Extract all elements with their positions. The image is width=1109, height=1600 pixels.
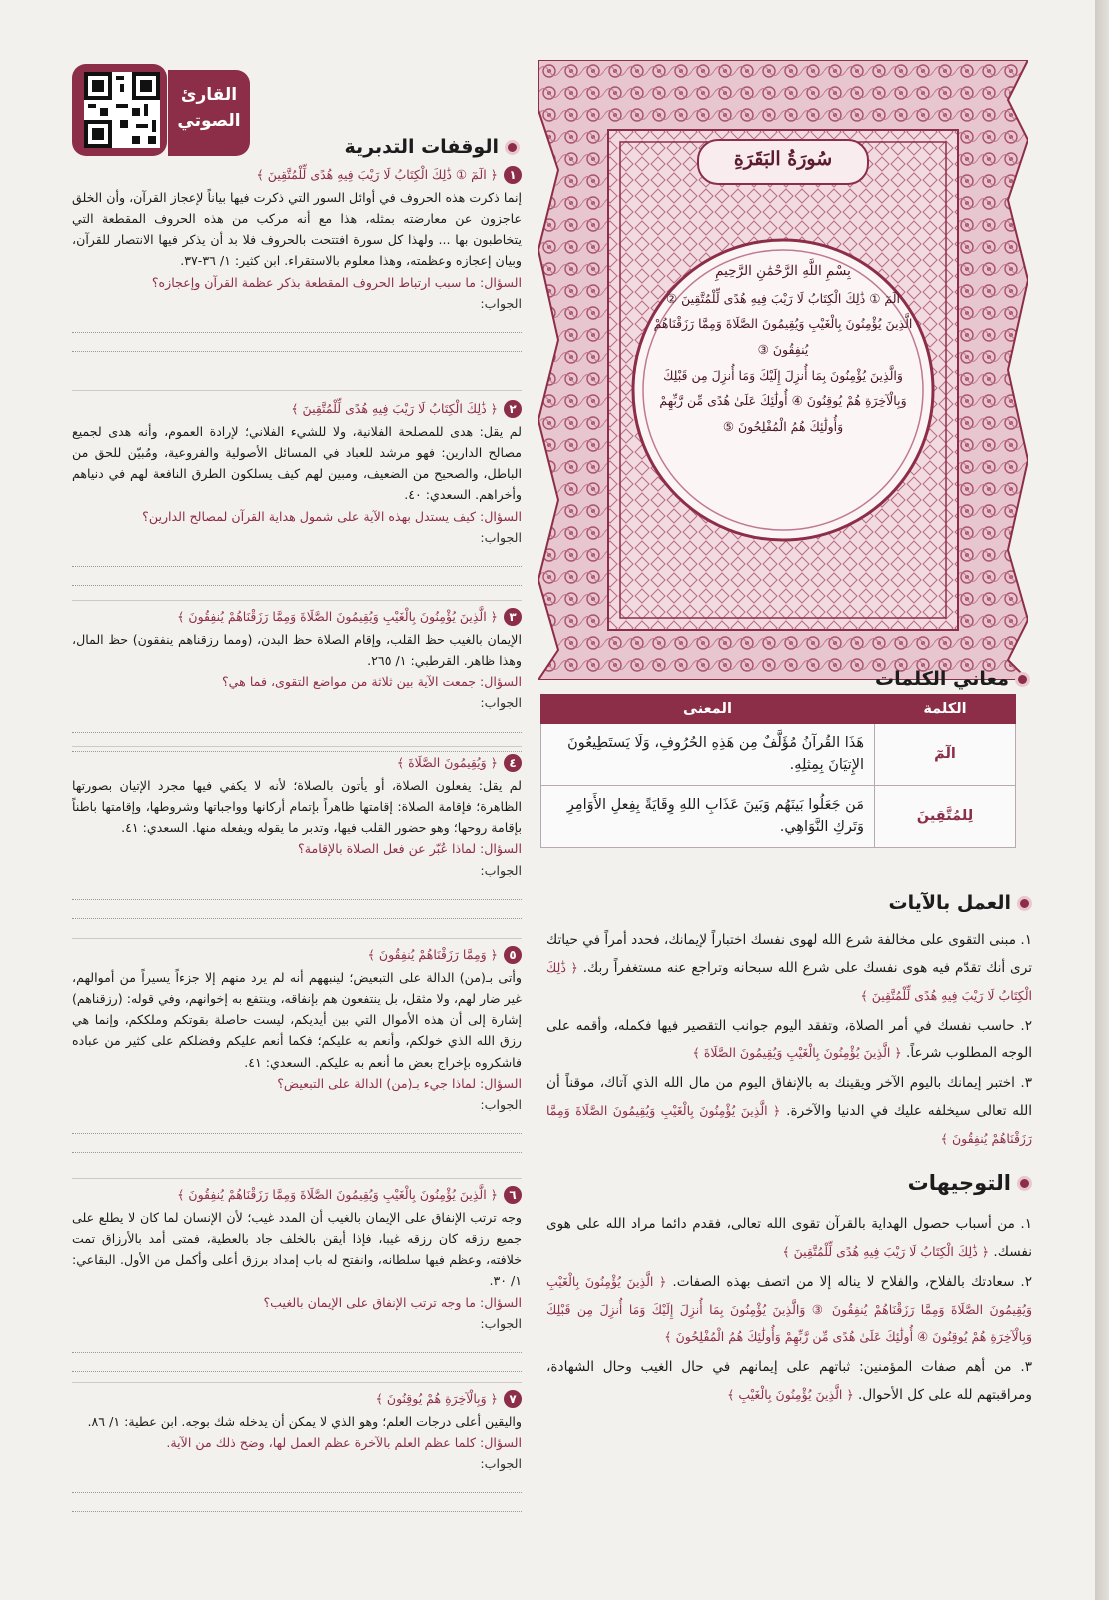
reflection-item-2: ٢ ﴿ ذَٰلِكَ الْكِتَابُ لَا رَيْبَ فِيهِ هُدًى لِّلْمُتَّقِينَ ﴾ لم يقل: هدى للمصلحة الفلانية، ولا للشيء الفلاني؛ لإرادة العموم، وأنه هدى لجميع مصالح الدارين: فهو مرشد للعباد في المسائل الأصولية والفروعية، ومُبيّن للحق من الباطل، والصحيح من الضعيف، ومبين لهم كيف يسلكون الطرق النافعة لهم في دنياهم وأخراهم. السعدي: ٤٠. السؤال: كيف يستدل بهذه الآية على شمول هداية القرآن لمصالح الدارين؟ الجواب: xyxy=(72,398,522,588)
qr-code-icon[interactable] xyxy=(84,72,160,148)
working-with-verses-section xyxy=(546,884,1032,1156)
col-header-word: الكلمة xyxy=(875,695,1016,724)
reflection-item-5: ٥ ﴿ وَمِمَّا رَزَقْنَاهُمْ يُنفِقُونَ ﴾ وأتى بـ(من) الدالة على التبعيض؛ لينبههم أنه لم يرد منهم إلا جزءاً يسيراً من أموالهم، غير ضار لهم، ولا مثقل، بل ينتفعون هم بإنفاقه، وينتفع به إخوانهم، وفي قوله: (رزقناهم) إشارة إلى أن هذه الأموال التي بين أيديكم، ليست حاصلة بقوتكم وملككم، وإنما هي رزق الله الذي خولكم، وأنعم به عليكم؛ فكما أنعم عليكم وفضلكم على كثير من عباده فاشكروه بإخراج بعض ما أنعم به عليكم. السعدي: ٤١. السؤال: لماذا جيء بـ(من) الدالة على التبعيض؟ الجواب: xyxy=(72,944,522,1155)
reflection-item-6: ٦ ﴿ الَّذِينَ يُؤْمِنُونَ بِالْغَيْبِ وَيُقِيمُونَ الصَّلَاةَ وَمِمَّا رَزَقْنَاهُمْ يُنفِقُونَ ﴾ وجه ترتب الإنفاق على الإيمان بالغيب أن المدد غيب؛ لأن الإنسان لما كان لا يطلع على جميع رزقه كان رزقه غيبا، فإذا أيقن بالخلف جاد بالعطية، فمتى أمد بالأرزاق تمت خلافته، وعظم فيها سلطانه، وانفتح له باب إمداد برزق أعلى وأكمل من الأول. البقاعي: ١/ ٣٠. السؤال: ما وجه ترتب الإنفاق على الإيمان بالغيب؟ الجواب: xyxy=(72,1184,522,1374)
guidance-item-2: ٢. سعادتك بالفلاح، والفلاح لا يناله إلا من اتصف بهذه الصفات. ﴿ الَّذِينَ يُؤْمِنُونَ بِالْغَيْبِ وَيُقِيمُونَ الصَّلَاةَ وَمِمَّا رَزَقْنَاهُمْ يُنفِقُونَ ③ وَالَّذِينَ يُؤْمِنُونَ بِمَا أُنزِلَ إِلَيْكَ وَمَا أُنزِلَ مِن قَبْلِكَ وَبِالْآخِرَةِ هُمْ يُوقِنُونَ ④ أُولَٰئِكَ عَلَىٰ هُدًى مِّن رَّبِّهِمْ وَأُولَٰئِكَ هُمُ الْمُفْلِحُونَ ﴾ xyxy=(546,1273,1033,1345)
reflection-item-7: ٧ ﴿ وَبِالْآخِرَةِ هُمْ يُوقِنُونَ ﴾ واليقين أعلى درجات العلم؛ وهو الذي لا يمكن أن يدخله شك بوجه. ابن عطية: ١/ ٨٦. السؤال: كلما عظم العلم بالآخرة عظم العمل لها، وضح ذلك من الآية. الجواب: xyxy=(72,1388,522,1514)
work-item-1: ١. مبنى التقوى على مخالفة شرع الله لهوى نفسك اختباراً لإيمانك، فحدد أمراً في حياتك ترى أنك تقدّم فيه هوى نفسك على شرع الله سبحانه وتراجع عنه مستغفراً ربك. ﴿ ذَٰلِكَ الْكِتَابُ لَا رَيْبَ فِيهِ هُدًى لِّلْمُتَّقِينَ ﴾ xyxy=(546,931,1032,1003)
reflection-item-1: ١ ﴿ الٓمٓ ① ذَٰلِكَ الْكِتَابُ لَا رَيْبَ فِيهِ هُدًى لِّلْمُتَّقِينَ ﴾ إنما ذكرت هذه الحروف في أوائل السور التي ذكرت فيها بياناً لإعجاز القرآن، وأن الخلق عاجزون عن معارضته بمثله، هذا مع أنه مركب من هذه الحروف المقطعة التي يتخاطبون بها ... ولهذا كل سورة افتتحت بالحروف فلا بد أن يذكر فيها الانتصار للقرآن، وبيان إعجازه وعظمته، وهذا معلوم بالاستقراء. ابن كثير: ١/ ٣٦-٣٧. السؤال: ما سبب ارتباط الحروف المقطعة بذكر عظمة القرآن وإعجازه؟ الجواب: xyxy=(72,164,522,354)
guidance-section xyxy=(546,1162,1032,1412)
section-bullet-icon xyxy=(1015,672,1030,687)
col-header-meaning: المعنى xyxy=(541,695,875,724)
work-item-2: ٢. حاسب نفسك في أمر الصلاة، وتفقد اليوم جوانب التقصير فيها فكمله، وأقمه على الوجه المطلوب شرعاً. ﴿ الَّذِينَ يُؤْمِنُونَ بِالْغَيْبِ وَيُقِيمُونَ الصَّلَاةَ ﴾ xyxy=(546,1017,1032,1062)
verse-line-4: وَبِالْآخِرَةِ هُمْ يُوقِنُونَ ④ أُولَٰئِكَ عَلَىٰ هُدًى مِّن رَّبِّهِمْ xyxy=(659,393,907,409)
word-meanings-heading: معاني الكلمات xyxy=(830,668,1030,690)
work-item-3: ٣. اختبر إيمانك باليوم الآخر ويقينك به بالإنفاق اليوم من مال الله الذي آتاك، موقناً أن الله تعالى سيخلفه عليك في الدنيا والآخرة. ﴿ الَّذِينَ يُؤْمِنُونَ بِالْغَيْبِ وَيُقِيمُونَ الصَّلَاةَ وَمِمَّا رَزَقْنَاهُمْ يُنفِقُونَ ﴾ xyxy=(546,1075,1032,1146)
reflection-item-4: ٤ ﴿ وَيُقِيمُونَ الصَّلَاةَ ﴾ لم يقل: يفعلون الصلاة، أو يأتون بالصلاة؛ لأنه لا يكفي فيها مجرد الإتيان بصورتها الظاهرة؛ فإقامة الصلاة: إقامتها ظاهراً بإتمام أركانها وواجباتها وشروطها، وإقامتها باطناً بإقامة روحها؛ وهو حضور القلب فيها، وتدبر ما يقوله ويفعله منها. السعدي: ٤١. السؤال: لماذا عُبّر عن فعل الصلاة بالإقامة؟ الجواب: xyxy=(72,752,522,921)
meaning-cell: هَذَا القُرآنُ مُؤَلَّفٌ مِن هَذِهِ الحُرُوفِ، وَلَا يَستَطِيعُونَ الإِتيَانَ بِمِثلِهِ. xyxy=(541,724,875,786)
section-bullet-icon xyxy=(505,140,520,155)
section-bullet-icon xyxy=(1017,1176,1032,1191)
basmala: بِسْمِ اللَّهِ الرَّحْمَٰنِ الرَّحِيمِ xyxy=(715,263,851,279)
opening-verses xyxy=(650,258,916,439)
verse-line-5: وَأُولَٰئِكَ هُمُ الْمُفْلِحُونَ ⑤ xyxy=(722,418,844,434)
reflection-item-3: ٣ ﴿ الَّذِينَ يُؤْمِنُونَ بِالْغَيْبِ وَيُقِيمُونَ الصَّلَاةَ وَمِمَّا رَزَقْنَاهُمْ يُنفِقُونَ ﴾ الإيمان بالغيب حظ القلب، وإقام الصلاة حظ البدن، (ومما رزقناهم ينفقون) حظ المال، وهذا ظاهر. القرطبي: ١/ ٢٦٥. السؤال: جمعت الآية بين ثلاثة من مواضع التقوى، فما هي؟ الجواب: xyxy=(72,606,522,754)
section-title: العمل بالآيات xyxy=(888,892,1011,914)
table-row xyxy=(541,785,1016,847)
word-cell: لِلمُتَّقِينَ xyxy=(875,785,1016,847)
surah-illumination xyxy=(538,60,1028,680)
section-title: التوجيهات xyxy=(907,1171,1011,1195)
section-bullet-icon xyxy=(1017,896,1032,911)
verse-line-1: الٓمٓ ① ذَٰلِكَ الْكِتَابُ لَا رَيْبَ فِيهِ هُدًى لِّلْمُتَّقِينَ ② xyxy=(665,290,901,306)
verse-line-3: وَالَّذِينَ يُؤْمِنُونَ بِمَا أُنزِلَ إِلَيْكَ وَمَا أُنزِلَ مِن قَبْلِكَ xyxy=(663,367,903,383)
book-gutter xyxy=(1095,0,1109,1600)
meaning-cell: مَن جَعَلُوا بَينَهُم وَبَينَ عَذَابِ اللهِ وِقَايَةً بِفِعلِ الأَوَامِرِ وَتَركِ النَّوَاهِي. xyxy=(541,785,875,847)
guidance-item-3: ٣. من أهم صفات المؤمنين: ثباتهم على إيمانهم في حال الغيب وحال الشهادة، ومراقبتهم لله على كل الأحوال. ﴿ الَّذِينَ يُؤْمِنُونَ بِالْغَيْبِ ﴾ xyxy=(546,1359,1032,1404)
word-meanings-table xyxy=(540,694,1016,848)
verse-line-2: الَّذِينَ يُؤْمِنُونَ بِالْغَيْبِ وَيُقِيمُونَ الصَّلَاةَ وَمِمَّا رَزَقْنَاهُمْ يُنفِقُونَ ③ xyxy=(653,316,913,357)
reflective-pauses-heading: الوقفات التدبرية xyxy=(300,136,520,158)
audio-reader-label[interactable]: القارئ الصوتي xyxy=(168,70,250,156)
word-cell: الٓمٓ xyxy=(875,724,1016,786)
guidance-item-1: ١. من أسباب حصول الهداية بالقرآن تقوى الله تعالى، فقدم دائما مراد الله على هوى نفسك. ﴿ ذَٰلِكَ الْكِتَابُ لَا رَيْبَ فِيهِ هُدًى لِّلْمُتَّقِينَ ﴾ xyxy=(546,1216,1032,1260)
table-row xyxy=(541,724,1016,786)
surah-title: سُورَةُ البَقَرَةِ xyxy=(733,148,833,170)
